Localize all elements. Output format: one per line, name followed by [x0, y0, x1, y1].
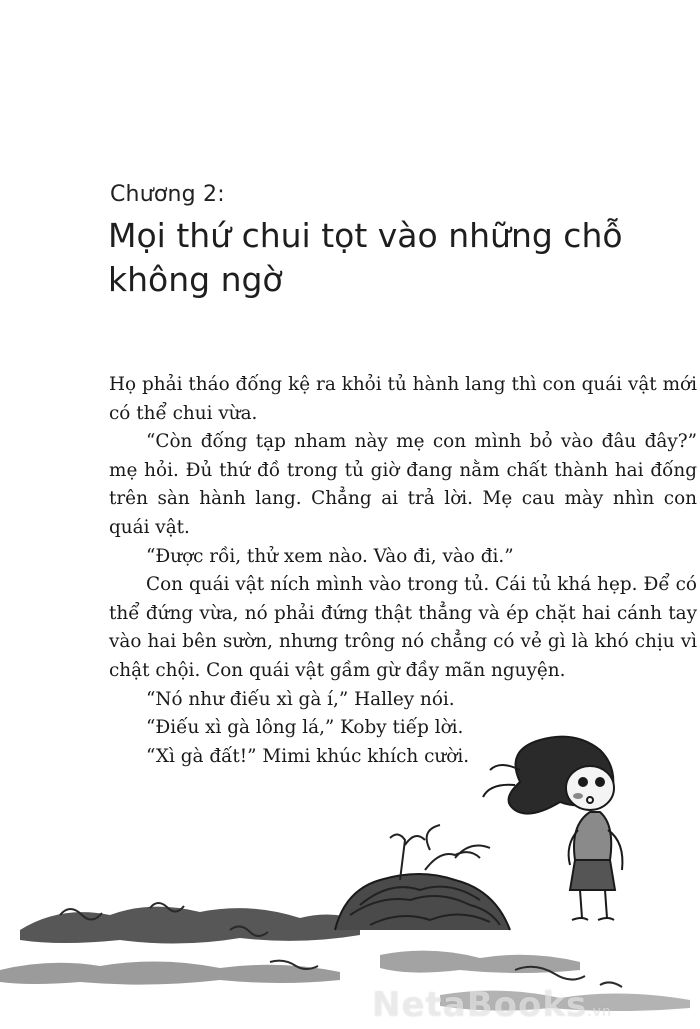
paragraph-2: “Còn đống tạp nham này mẹ con mình bỏ vào đâu đây?” mẹ hỏi. Đủ thứ đồ trong tủ giờ đang nằm chất thành hai đống trên sàn hành lang. Chẳng ai trả lời. Mẹ cau mày nhìn con quái vật.	[109, 431, 697, 538]
chapter-title	[108, 214, 628, 302]
chapter-label: Chương 2:	[110, 182, 225, 207]
body-text	[109, 371, 697, 771]
paragraph-5: “Nó như điếu xì gà í,” Halley nói.	[146, 688, 455, 710]
paragraph-4: Con quái vật ních mình vào trong tủ. Cái tủ khá hẹp. Để có thể đứng vừa, nó phải đứng thật thẳng và ép chặt hai cánh tay vào hai bên sườn, nhưng trông nó chẳng có vẻ gì là khó chịu vì chật chội. Con quái vật gầm gừ đầy mãn nguyện.	[109, 574, 697, 681]
paragraph-1: Họ phải tháo đống kệ ra khỏi tủ hành lang thì con quái vật mới có thể chui vừa.	[109, 374, 697, 424]
watermark-tld: .vn	[587, 1004, 612, 1020]
junk-heap	[335, 825, 510, 930]
paragraph-6: “Điếu xì gà lông lá,” Koby tiếp lời.	[146, 717, 464, 739]
chapter-title-line-2: không ngờ	[108, 260, 283, 299]
paragraph-3: “Được rồi, thử xem nào. Vào đi, vào đi.”	[146, 545, 514, 567]
girl-figure	[483, 737, 622, 920]
watermark-brand: NetaBooks	[372, 985, 588, 1025]
paragraph-7: “Xì gà đất!” Mimi khúc khích cười.	[146, 745, 470, 767]
netabooks-watermark	[372, 985, 612, 1025]
chapter-title-line-1: Mọi thứ chui tọt vào những chỗ	[108, 216, 623, 255]
